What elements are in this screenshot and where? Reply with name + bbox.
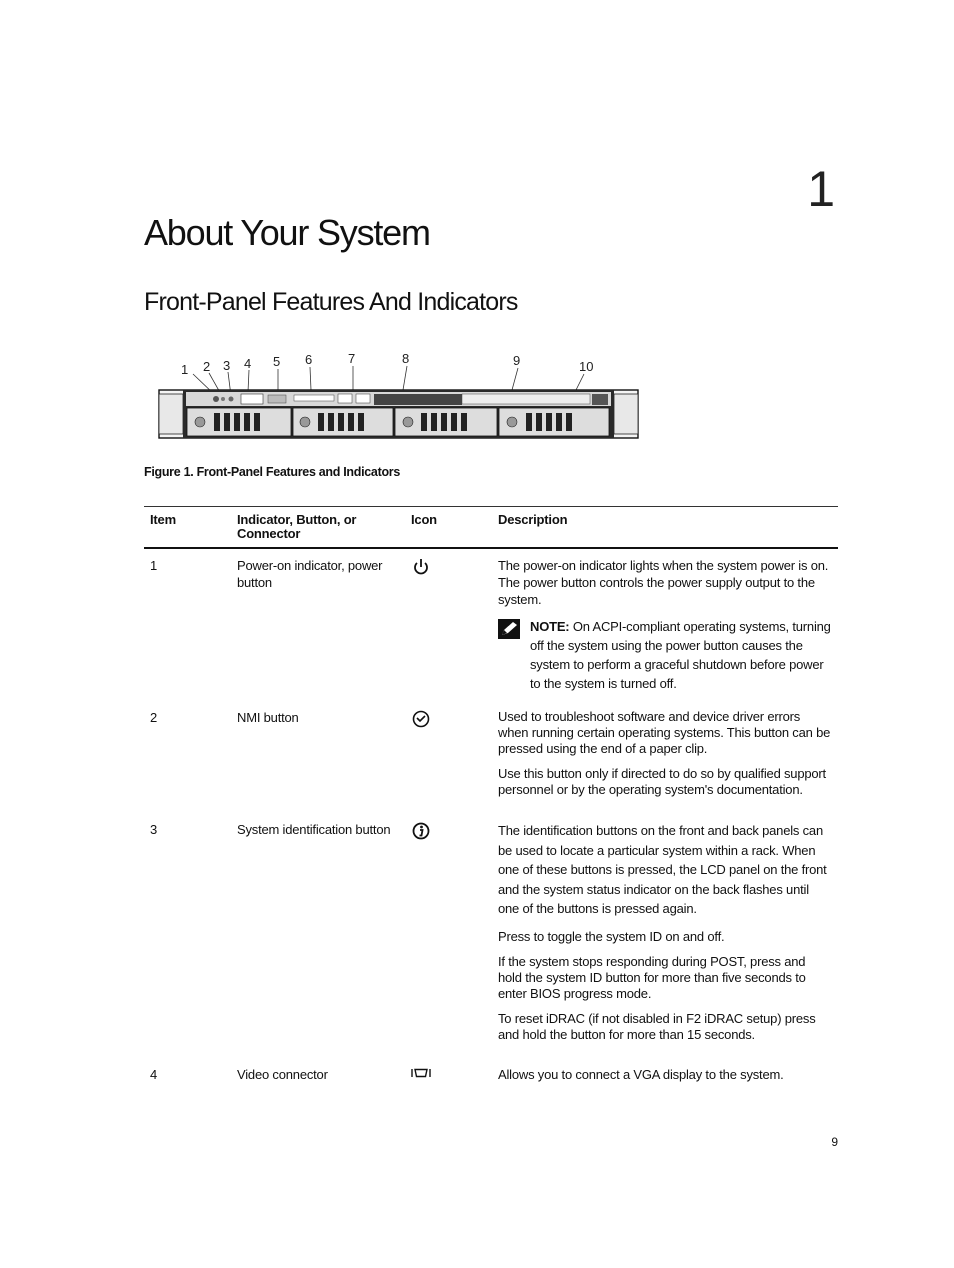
row-name: Video connector: [237, 1066, 328, 1082]
row-item: 4: [150, 1066, 158, 1082]
callout-6: 6: [305, 352, 313, 367]
header-icon: Icon: [405, 507, 492, 549]
row-icon-cell: [405, 1058, 492, 1098]
figure-caption: Figure 1. Front-Panel Features and Indicators: [144, 465, 400, 479]
callout-3: 3: [223, 358, 231, 373]
front-panel-figure: [156, 348, 642, 442]
power-icon: [411, 557, 431, 577]
video-connector-icon: [411, 1067, 431, 1079]
callout-4: 4: [244, 356, 252, 371]
header-indicator: Indicator, Button, or Connector: [231, 507, 405, 549]
description-paragraph: Allows you to connect a VGA display to the system.: [498, 1066, 784, 1082]
description-paragraph: Press to toggle the system ID on and off.: [498, 928, 725, 944]
table-row: [144, 813, 838, 1058]
row-description: [492, 548, 838, 701]
description-paragraph: If the system stops responding during POST, press and hold the system ID button for more than five seconds to enter BIOS progress mode.: [498, 953, 806, 1001]
table-row: [144, 701, 838, 813]
row-description: [492, 1058, 838, 1098]
callout-5: 5: [273, 354, 281, 369]
row-icon-cell: [405, 548, 492, 701]
row-item: 3: [150, 822, 158, 837]
nmi-icon: [411, 709, 431, 729]
row-icon-cell: [405, 813, 492, 1058]
row-name: Power-on indicator, power button: [237, 558, 383, 590]
callout-2: 2: [203, 359, 211, 374]
page-title: About Your System: [144, 212, 430, 253]
row-item: 2: [150, 710, 158, 725]
row-name: System identification button: [237, 822, 391, 837]
chapter-number: 1: [807, 161, 834, 217]
note-pencil-icon: [498, 617, 530, 693]
page-number: 9: [831, 1135, 838, 1149]
description-paragraph: The identification buttons on the front and back panels can be used to locate a particular system within a rack. When one of these buttons is pressed, the LCD panel on the front and the system status indicator on the back flashes until one of the buttons is pressed again.: [498, 823, 827, 916]
callout-7: 7: [348, 351, 356, 366]
row-item: 1: [150, 558, 158, 573]
note-box: [498, 617, 832, 693]
row-icon-cell: [405, 701, 492, 813]
callout-1: 1: [181, 362, 189, 377]
note-label: NOTE:: [530, 619, 570, 634]
system-id-icon: [411, 821, 431, 841]
row-description: [492, 701, 838, 813]
header-item: Item: [144, 507, 231, 549]
row-description: [492, 813, 838, 1058]
header-description: Description: [492, 507, 838, 549]
callout-10: 10: [579, 359, 594, 374]
description-paragraph: Use this button only if directed to do so by qualified support personnel or by the operating system's documentation.: [498, 766, 826, 797]
callout-9: 9: [513, 353, 521, 368]
callout-8: 8: [402, 351, 410, 366]
table-row: [144, 1058, 838, 1098]
features-table: [144, 506, 838, 1098]
description-paragraph: The power-on indicator lights when the system power is on. The power button controls the power supply output to the system.: [498, 558, 829, 607]
note-text: On ACPI-compliant operating systems, turning off the system using the power button causes the system to perform a graceful shutdown before power to the system is turned off.: [530, 619, 831, 691]
description-paragraph: Used to troubleshoot software and device driver errors when running certain operating systems. This button can be pressed using the end of a paper clip.: [498, 709, 831, 756]
table-header-row: [144, 507, 838, 549]
row-name: NMI button: [237, 710, 299, 725]
table-row: [144, 548, 838, 701]
description-paragraph: To reset iDRAC (if not disabled in F2 iDRAC setup) press and hold the button for more than 15 seconds.: [498, 1010, 816, 1042]
section-title: Front-Panel Features And Indicators: [144, 288, 518, 316]
